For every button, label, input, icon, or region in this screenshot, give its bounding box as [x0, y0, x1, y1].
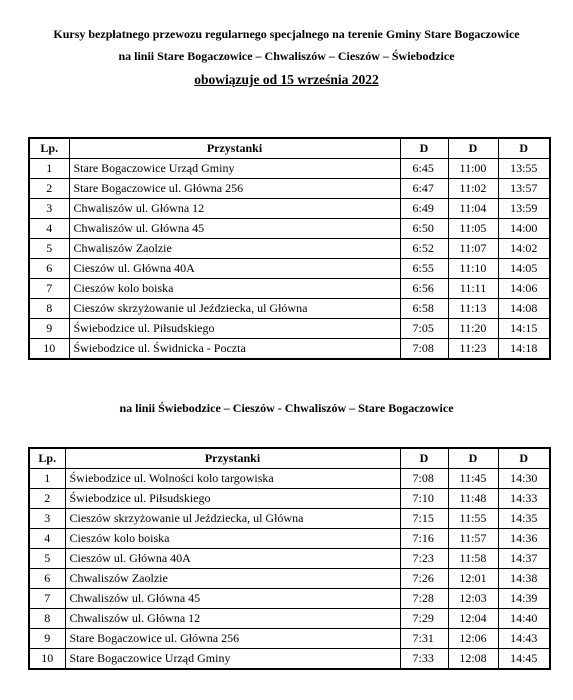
departure-time-cell: 6:49 [400, 199, 448, 219]
table-row [29, 279, 550, 299]
departure-time-cell: 6:56 [400, 279, 448, 299]
departure-time-cell: 14:37 [498, 549, 550, 569]
table-row [29, 569, 550, 589]
departure-time-cell: 14:06 [498, 279, 550, 299]
effective-date: obowiązuje od 15 września 2022 [194, 72, 379, 87]
departure-time-cell: 6:50 [400, 219, 448, 239]
departure-time-cell: 11:10 [448, 259, 498, 279]
table-row [29, 339, 550, 360]
departure-time-cell: 14:18 [498, 339, 550, 360]
stop-name-cell: Cieszów kolo boiska [69, 279, 400, 299]
departure-time-cell: 14:45 [498, 649, 550, 670]
stop-name-cell: Cieszów ul. Główna 40A [69, 259, 400, 279]
departure-time-cell: 12:08 [448, 649, 498, 670]
stop-name-cell: Cieszów ul. Główna 40A [65, 549, 400, 569]
route-line-2-title: na linii Świebodzice – Cieszów - Chwaliszów – Stare Bogaczowice [119, 401, 454, 415]
departure-time-cell: 11:23 [448, 339, 498, 360]
column-header-stops: Przystanki [69, 138, 400, 159]
departure-time-cell: 14:36 [498, 529, 550, 549]
row-number-cell: 10 [29, 339, 69, 360]
table-row [29, 239, 550, 259]
column-header-lp: Lp. [29, 448, 65, 469]
table-row [29, 629, 550, 649]
row-number-cell: 2 [29, 489, 65, 509]
stop-name-cell: Świebodzice ul. Piłsudskiego [69, 319, 400, 339]
departure-time-cell: 14:40 [498, 609, 550, 629]
table-header-row [29, 448, 550, 469]
departure-time-cell: 7:26 [400, 569, 448, 589]
column-header-d2: D [448, 448, 498, 469]
departure-time-cell: 6:58 [400, 299, 448, 319]
table-row [29, 219, 550, 239]
table-row [29, 489, 550, 509]
stop-name-cell: Stare Bogaczowice ul. Główna 256 [69, 179, 400, 199]
departure-time-cell: 7:23 [400, 549, 448, 569]
stop-name-cell: Chwaliszów ul. Główna 12 [69, 199, 400, 219]
row-number-cell: 4 [29, 529, 65, 549]
departure-time-cell: 6:45 [400, 159, 448, 179]
departure-time-cell: 6:47 [400, 179, 448, 199]
column-header-d3: D [498, 448, 550, 469]
row-number-cell: 10 [29, 649, 65, 670]
departure-time-cell: 11:05 [448, 219, 498, 239]
departure-time-cell: 7:08 [400, 339, 448, 360]
table-header-row [29, 138, 550, 159]
table-row [29, 259, 550, 279]
departure-time-cell: 14:33 [498, 489, 550, 509]
table-row [29, 159, 550, 179]
timetable-route-2 [28, 447, 551, 670]
stop-name-cell: Chwaliszów ul. Główna 45 [69, 219, 400, 239]
table-row [29, 199, 550, 219]
row-number-cell: 5 [29, 549, 65, 569]
row-number-cell: 9 [29, 319, 69, 339]
table-row [29, 509, 550, 529]
departure-time-cell: 7:28 [400, 589, 448, 609]
departure-time-cell: 12:04 [448, 609, 498, 629]
departure-time-cell: 7:31 [400, 629, 448, 649]
column-header-d2: D [448, 138, 498, 159]
table-row [29, 549, 550, 569]
stop-name-cell: Cieszów skrzyżowanie ul Jeździecka, ul Główna [69, 299, 400, 319]
departure-time-cell: 14:05 [498, 259, 550, 279]
departure-time-cell: 11:58 [448, 549, 498, 569]
departure-time-cell: 11:55 [448, 509, 498, 529]
departure-time-cell: 13:55 [498, 159, 550, 179]
route-line-1-title: na linii Stare Bogaczowice – Chwaliszów – Cieszów – Świebodzice [118, 49, 455, 63]
row-number-cell: 6 [29, 569, 65, 589]
departure-time-cell: 7:08 [400, 469, 448, 489]
departure-time-cell: 7:15 [400, 509, 448, 529]
table-row [29, 609, 550, 629]
stop-name-cell: Chwaliszów ul. Główna 45 [65, 589, 400, 609]
row-number-cell: 3 [29, 199, 69, 219]
table-row [29, 179, 550, 199]
departure-time-cell: 11:07 [448, 239, 498, 259]
row-number-cell: 3 [29, 509, 65, 529]
departure-time-cell: 14:00 [498, 219, 550, 239]
departure-time-cell: 11:11 [448, 279, 498, 299]
departure-time-cell: 14:39 [498, 589, 550, 609]
departure-time-cell: 14:35 [498, 509, 550, 529]
departure-time-cell: 12:06 [448, 629, 498, 649]
row-number-cell: 8 [29, 609, 65, 629]
table-row [29, 649, 550, 670]
timetable-route-1 [28, 137, 551, 360]
departure-time-cell: 12:03 [448, 589, 498, 609]
departure-time-cell: 14:08 [498, 299, 550, 319]
departure-time-cell: 6:55 [400, 259, 448, 279]
departure-time-cell: 13:59 [498, 199, 550, 219]
stop-name-cell: Świebodzice ul. Piłsudskiego [65, 489, 400, 509]
departure-time-cell: 14:15 [498, 319, 550, 339]
row-number-cell: 1 [29, 159, 69, 179]
departure-time-cell: 14:38 [498, 569, 550, 589]
departure-time-cell: 11:04 [448, 199, 498, 219]
departure-time-cell: 7:16 [400, 529, 448, 549]
stop-name-cell: Stare Bogaczowice Urząd Gminy [65, 649, 400, 670]
row-number-cell: 7 [29, 589, 65, 609]
departure-time-cell: 7:33 [400, 649, 448, 670]
departure-time-cell: 7:29 [400, 609, 448, 629]
stop-name-cell: Chwaliszów Zaolzie [65, 569, 400, 589]
stop-name-cell: Cieszów skrzyżowanie ul Jeździecka, ul Główna [65, 509, 400, 529]
departure-time-cell: 11:00 [448, 159, 498, 179]
table-row [29, 529, 550, 549]
departure-time-cell: 11:57 [448, 529, 498, 549]
row-number-cell: 5 [29, 239, 69, 259]
departure-time-cell: 7:05 [400, 319, 448, 339]
table-row [29, 319, 550, 339]
row-number-cell: 6 [29, 259, 69, 279]
column-header-d3: D [498, 138, 550, 159]
stop-name-cell: Chwaliszów ul. Główna 12 [65, 609, 400, 629]
document-title: Kursy bezpłatnego przewozu regularnego specjalnego na terenie Gminy Stare Bogaczowice [53, 27, 520, 41]
departure-time-cell: 6:52 [400, 239, 448, 259]
column-header-stops: Przystanki [65, 448, 400, 469]
departure-time-cell: 13:57 [498, 179, 550, 199]
row-number-cell: 7 [29, 279, 69, 299]
departure-time-cell: 11:02 [448, 179, 498, 199]
departure-time-cell: 14:43 [498, 629, 550, 649]
table-row [29, 469, 550, 489]
stop-name-cell: Stare Bogaczowice Urząd Gminy [69, 159, 400, 179]
departure-time-cell: 7:10 [400, 489, 448, 509]
column-header-d1: D [400, 448, 448, 469]
departure-time-cell: 14:02 [498, 239, 550, 259]
column-header-lp: Lp. [29, 138, 69, 159]
table-row [29, 299, 550, 319]
row-number-cell: 2 [29, 179, 69, 199]
row-number-cell: 4 [29, 219, 69, 239]
stop-name-cell: Chwaliszów Zaolzie [69, 239, 400, 259]
stop-name-cell: Stare Bogaczowice ul. Główna 256 [65, 629, 400, 649]
departure-time-cell: 14:30 [498, 469, 550, 489]
departure-time-cell: 11:20 [448, 319, 498, 339]
departure-time-cell: 11:48 [448, 489, 498, 509]
stop-name-cell: Cieszów kolo boiska [65, 529, 400, 549]
stop-name-cell: Świebodzice ul. Świdnicka - Poczta [69, 339, 400, 360]
table-row [29, 589, 550, 609]
row-number-cell: 9 [29, 629, 65, 649]
departure-time-cell: 12:01 [448, 569, 498, 589]
departure-time-cell: 11:13 [448, 299, 498, 319]
row-number-cell: 1 [29, 469, 65, 489]
column-header-d1: D [400, 138, 448, 159]
row-number-cell: 8 [29, 299, 69, 319]
stop-name-cell: Świebodzice ul. Wolności kolo targowiska [65, 469, 400, 489]
departure-time-cell: 11:45 [448, 469, 498, 489]
